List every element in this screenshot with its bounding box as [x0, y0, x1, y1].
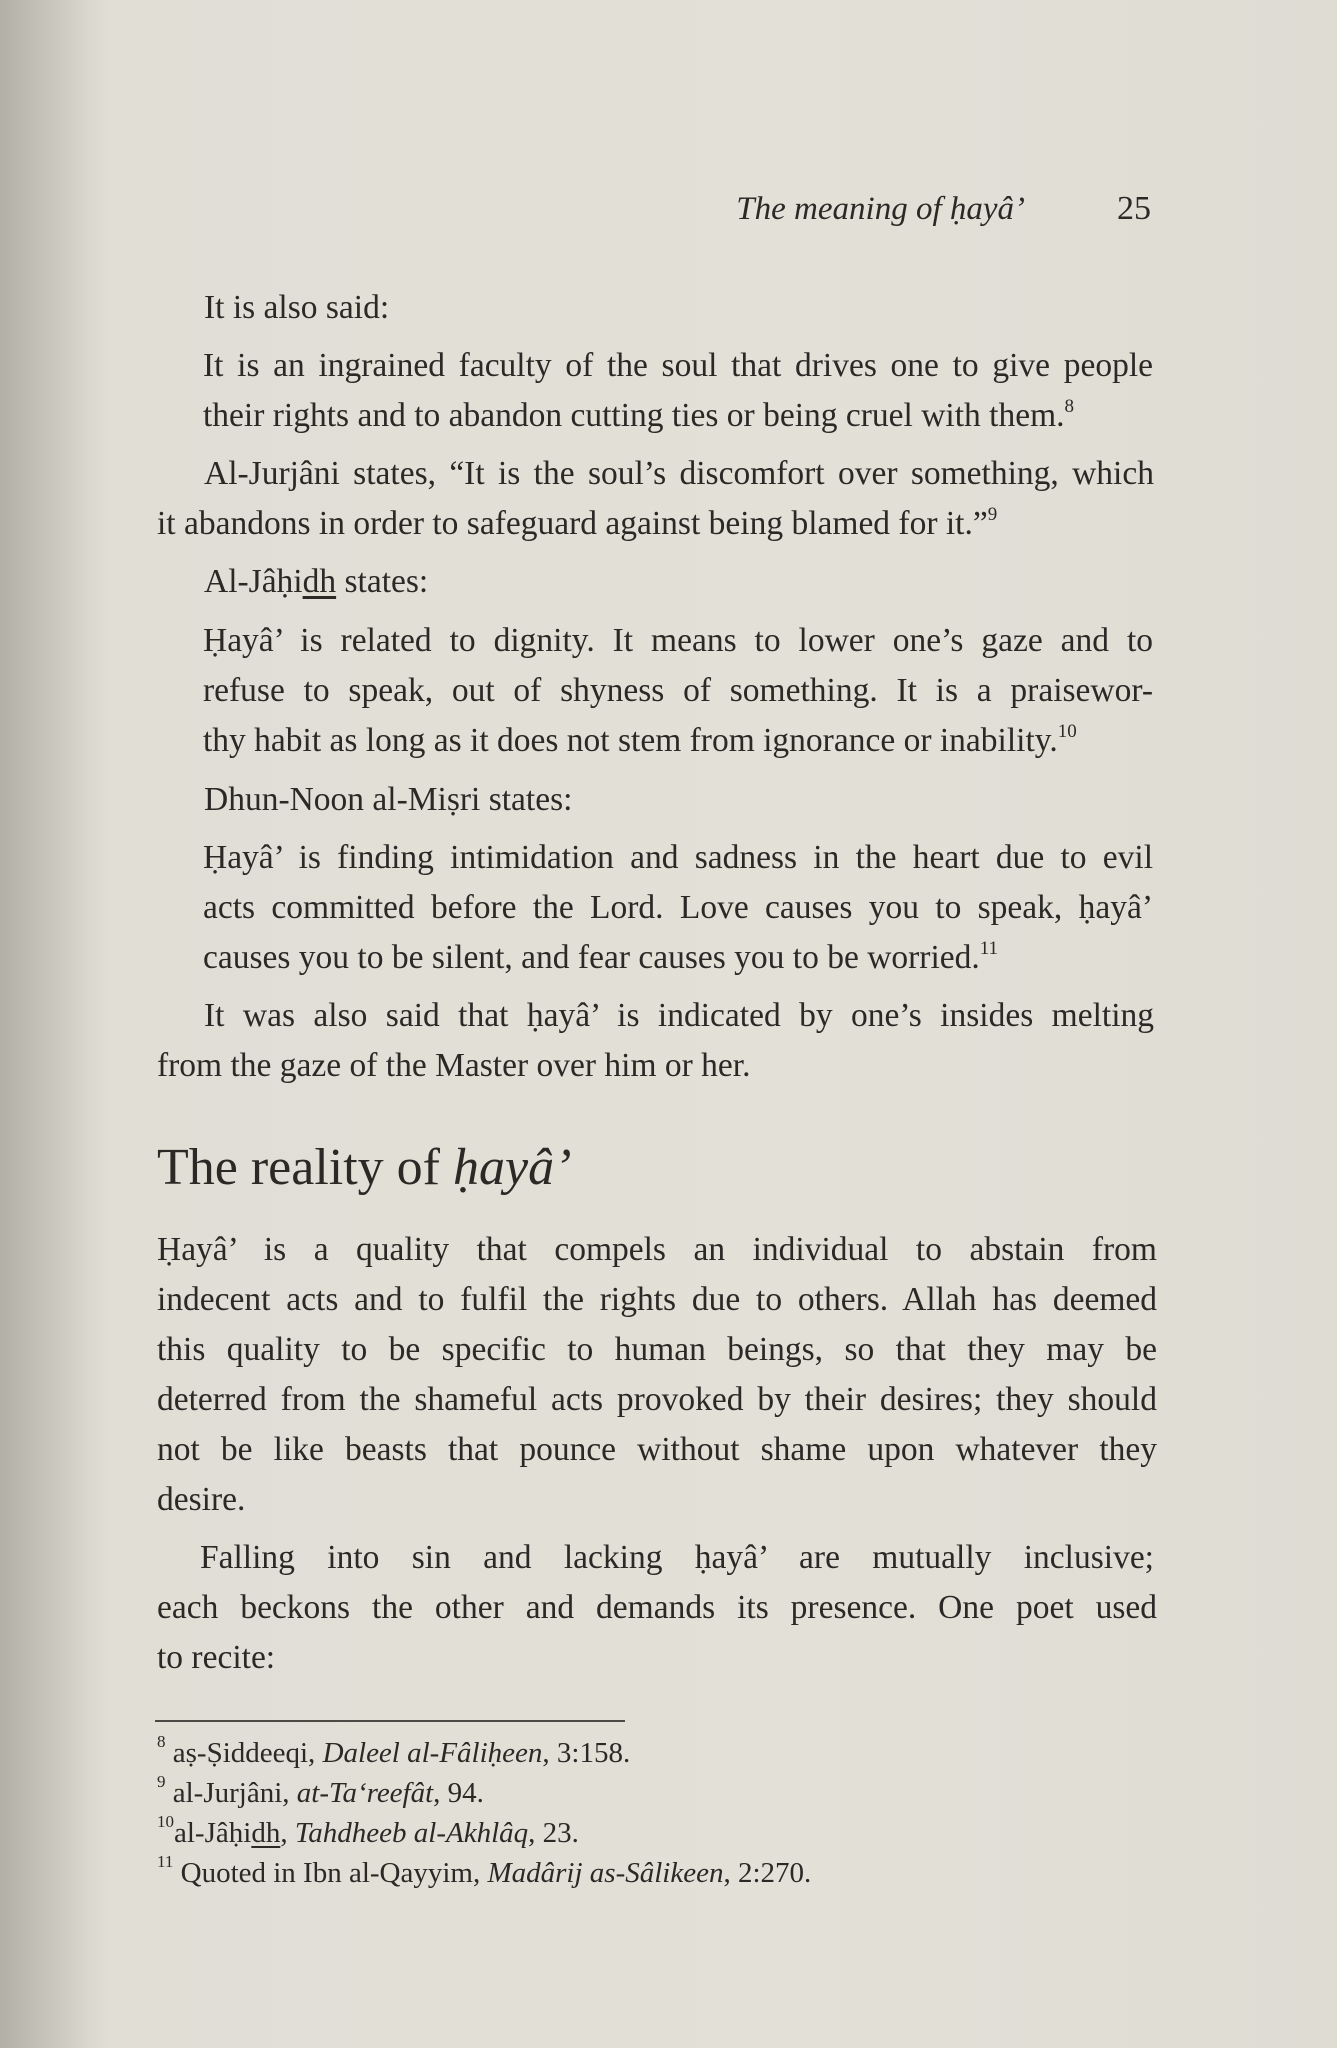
- paragraph-line: Dhun-Noon al-Miṣri states:: [204, 781, 573, 818]
- running-title: The meaning of ḥayâ’: [736, 191, 1025, 227]
- paragraph-line: desire.: [157, 1481, 246, 1518]
- paragraph-line: Falling into sin and lacking ḥayâ’ are mutually inclusive;: [200, 1539, 1154, 1576]
- footnote-rule: [155, 1720, 625, 1722]
- quote-line: causes you to be silent, and fear causes you to be worried.$^{11}$: [203, 937, 999, 976]
- page-number: 25: [1117, 190, 1151, 227]
- page-gutter-shadow: [0, 0, 110, 2048]
- quote-line: refuse to speak, out of shyness of something. It is a praisewor-: [203, 672, 1153, 709]
- quote-line: Ḥayâ’ is finding intimidation and sadness in the heart due to evil: [203, 839, 1153, 876]
- paragraph-line: not be like beasts that pounce without shame upon whatever they: [157, 1431, 1157, 1468]
- section-heading: The reality of ḥayâ’: [157, 1139, 572, 1196]
- paragraph-line: this quality to be specific to human beings, so that they may be: [157, 1331, 1157, 1368]
- footnote: $^{11}$ Quoted in Ibn al-Qayyim, Madârij as-Sâlikeen, 2:270.: [157, 1852, 812, 1889]
- quote-line: thy habit as long as it does not stem from ignorance or inability.$^{10}$: [203, 720, 1077, 759]
- footnote: $^8$ aṣ-Ṣiddeeqi, Daleel al-Fâliḥeen, 3:158.: [157, 1732, 631, 1769]
- paragraph-line: It is also said:: [204, 289, 390, 326]
- paragraph-line: to recite:: [157, 1639, 276, 1676]
- footnote-ref: 9: [987, 503, 998, 525]
- quote-line: It is an ingrained faculty of the soul that drives one to give people: [203, 347, 1153, 384]
- paragraph-line: deterred from the shameful acts provoked by their desires; they should: [157, 1381, 1157, 1418]
- quote-line: acts committed before the Lord. Love causes you to speak, ḥayâ’: [203, 889, 1153, 926]
- footnote-ref: 10: [1057, 720, 1077, 742]
- footnote: $^9$ al-Jurjâni, at-Ta‘reefât, 94.: [157, 1772, 484, 1809]
- footnote-ref: 8: [1064, 395, 1074, 417]
- paragraph-line: Al-Jâḥidh states:: [204, 563, 429, 600]
- paragraph-line: from the gaze of the Master over him or her.: [157, 1047, 751, 1084]
- footnote: $^{10}$al-Jâḥidh, Tahdheeb al-Akhlâq, 23.: [157, 1812, 579, 1849]
- paragraph-line: It was also said that ḥayâ’ is indicated by one’s insides melting: [204, 997, 1154, 1034]
- running-header: [736, 190, 1151, 228]
- paragraph-line: each beckons the other and demands its presence. One poet used: [157, 1589, 1157, 1626]
- quote-line: their rights and to abandon cutting ties or being cruel with them.$^8$: [203, 395, 1074, 434]
- paragraph-line: it abandons in order to safeguard against being blamed for it.”$^9$: [157, 503, 998, 542]
- paragraph-line: Al-Jurjâni states, “It is the soul’s discomfort over something, which: [204, 455, 1154, 492]
- paragraph-line: indecent acts and to fulfil the rights due to others. Allah has deemed: [157, 1281, 1157, 1318]
- quote-line: Ḥayâ’ is related to dignity. It means to lower one’s gaze and to: [203, 622, 1153, 659]
- paragraph-line: Ḥayâ’ is a quality that compels an individual to abstain from: [157, 1231, 1157, 1268]
- footnote-ref: 11: [979, 937, 999, 959]
